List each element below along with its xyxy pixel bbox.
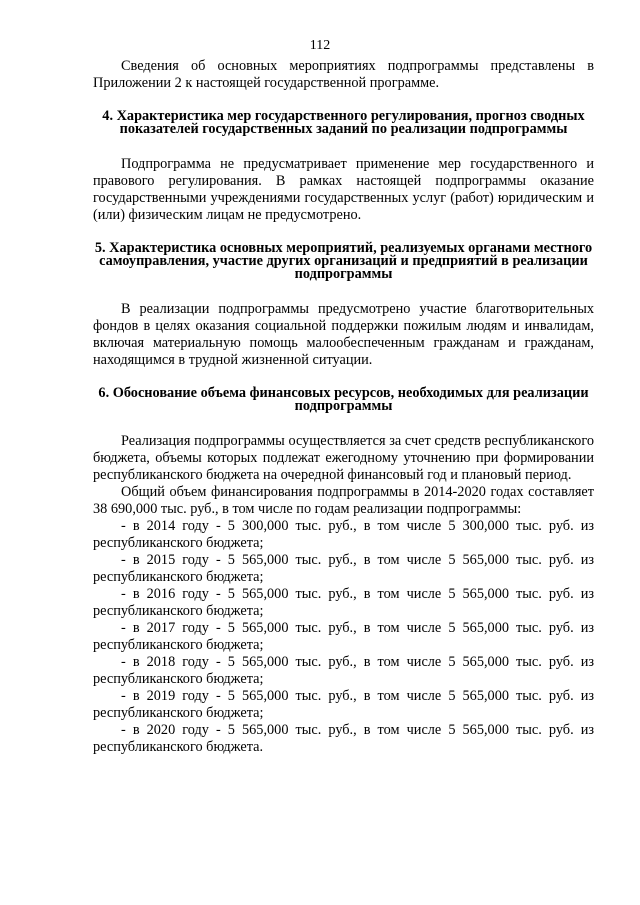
- funding-item: - в 2016 году - 5 565,000 тыс. руб., в том числе 5 565,000 тыс. руб. из республиканского бюджета;: [93, 586, 594, 619]
- intro-paragraph: Сведения об основных мероприятиях подпрограммы представлены в Приложении 2 к настоящей государственной программе.: [93, 58, 594, 91]
- funding-item: - в 2020 году - 5 565,000 тыс. руб., в том числе 5 565,000 тыс. руб. из республиканского бюджета.: [93, 722, 594, 755]
- section-4-paragraph: Подпрограмма не предусматривает применение мер государственного и правового регулирования. В рамках настоящей подпрограммы оказание государственными учреждениями государственных услуг (работ) юридическим и (или) физическим лицам не предусмотрено.: [93, 156, 594, 223]
- section-6-heading: 6. Обоснование объема финансовых ресурсов, необходимых для реализации подпрограммы: [98, 385, 589, 414]
- section-5-heading: 5. Характеристика основных мероприятий, реализуемых органами местного самоуправления, участие других организаций и предприятий в реализации подпрограммы: [94, 240, 593, 282]
- funding-item: - в 2015 году - 5 565,000 тыс. руб., в том числе 5 565,000 тыс. руб. из республиканского бюджета;: [93, 552, 594, 585]
- section-4-heading: 4. Характеристика мер государственного регулирования, прогноз сводных показателей государственных заданий по реализации подпрограммы: [102, 108, 585, 137]
- funding-item: - в 2014 году - 5 300,000 тыс. руб., в том числе 5 300,000 тыс. руб. из республиканского бюджета;: [93, 518, 594, 551]
- funding-item: - в 2017 году - 5 565,000 тыс. руб., в том числе 5 565,000 тыс. руб. из республиканского бюджета;: [93, 620, 594, 653]
- section-5-paragraph: В реализации подпрограммы предусмотрено участие благотворительных фондов в целях оказания социальной поддержки пожилым людям и инвалидам, включая материальную помощь малообеспеченным гражданам и гражданам, находящимся в трудной жизненной ситуации.: [93, 301, 594, 368]
- page-number: 112: [309, 38, 331, 53]
- section-6-paragraph-total: Общий объем финансирования подпрограммы в 2014-2020 годах составляет 38 690,000 тыс. руб., в том числе по годам реализации подпрограммы:: [93, 484, 594, 517]
- funding-item: - в 2019 году - 5 565,000 тыс. руб., в том числе 5 565,000 тыс. руб. из республиканского бюджета;: [93, 688, 594, 721]
- funding-item: - в 2018 году - 5 565,000 тыс. руб., в том числе 5 565,000 тыс. руб. из республиканского бюджета;: [93, 654, 594, 687]
- section-6-paragraph: Реализация подпрограммы осуществляется за счет средств республиканского бюджета, объемы которых подлежат ежегодному уточнению при формировании республиканского бюджета на очередной финансовый год и плановый период.: [93, 433, 594, 483]
- document-body: [93, 58, 594, 756]
- funding-list: [93, 518, 594, 756]
